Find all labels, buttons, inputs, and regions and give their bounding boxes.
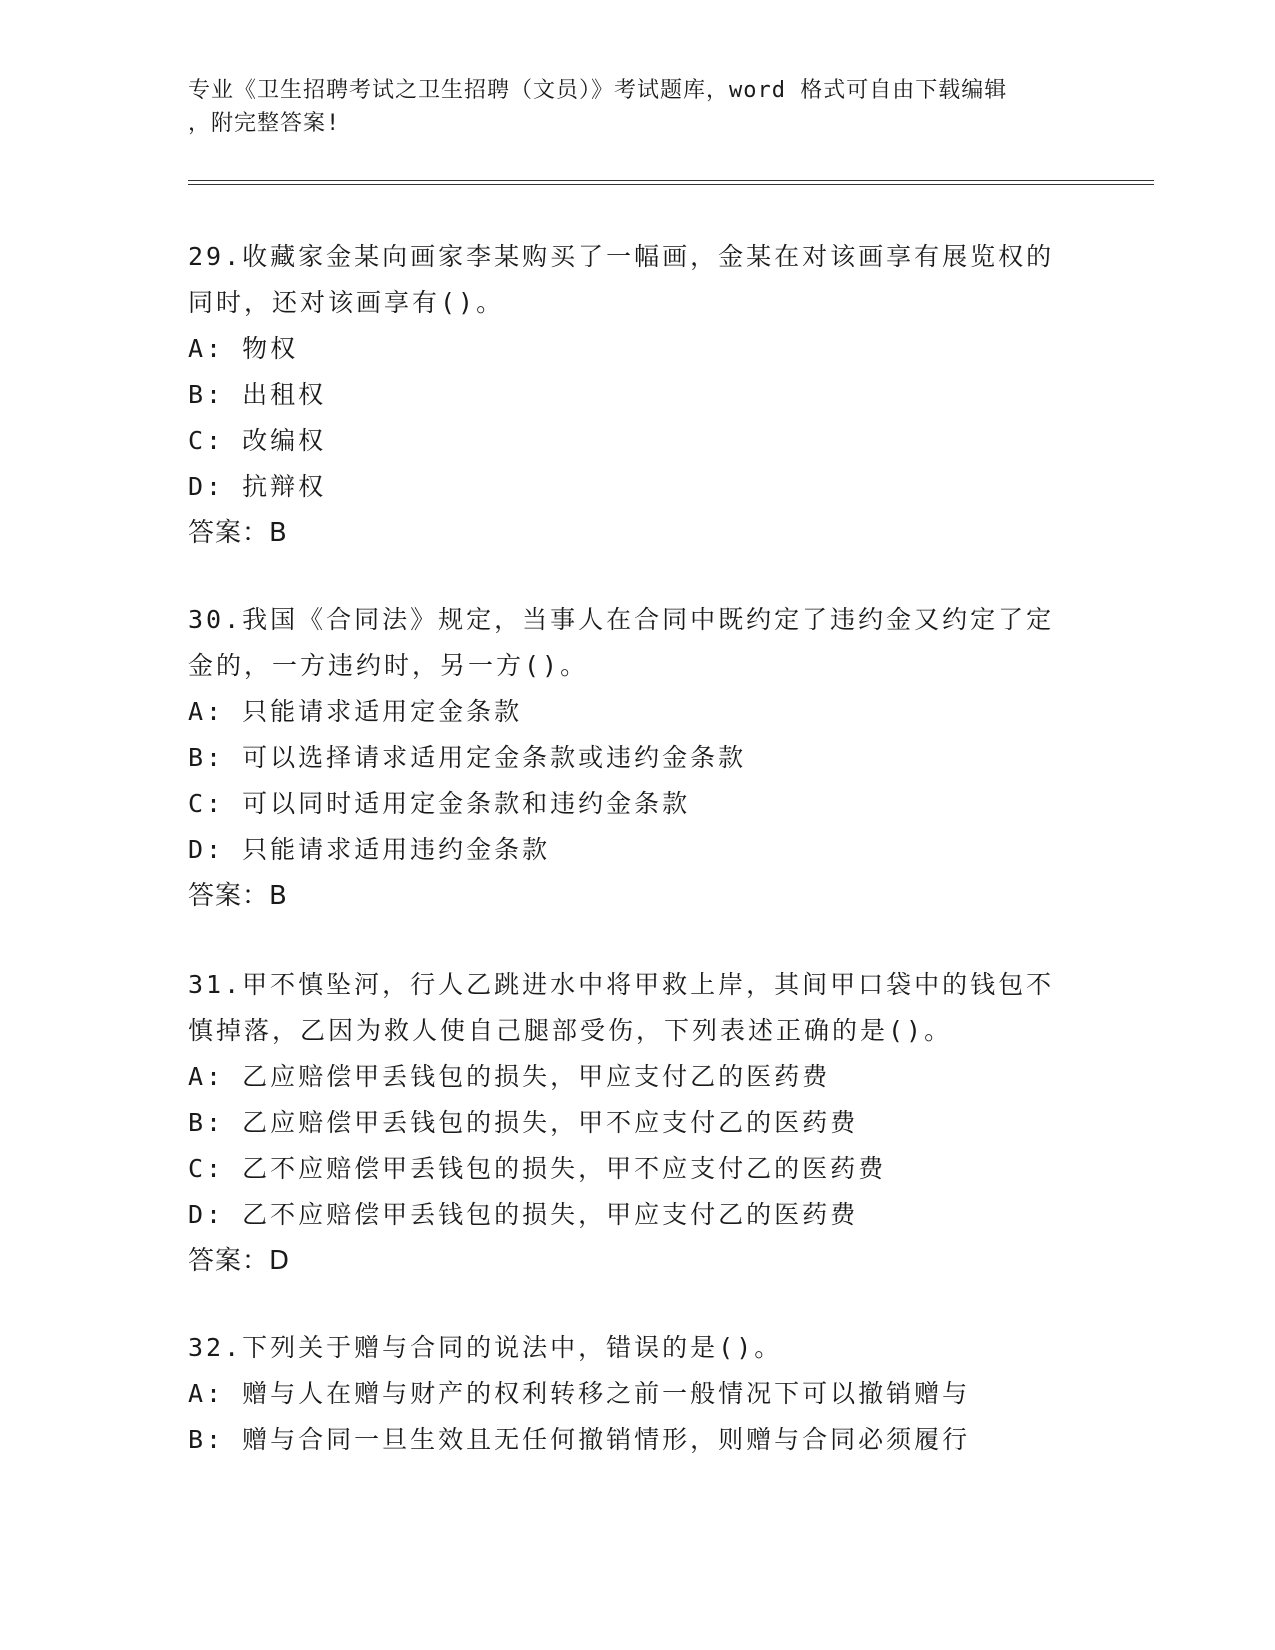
header-divider-top <box>188 180 1154 181</box>
option-d: D: 乙不应赔偿甲丢钱包的损失，甲应支付乙的医药费 <box>188 1200 859 1229</box>
question-stem <box>188 597 1088 689</box>
option-a: A: 乙应赔偿甲丢钱包的损失，甲应支付乙的医药费 <box>188 1062 831 1091</box>
header-line-1: 专业《卫生招聘考试之卫生招聘（文员）》考试题库，word 格式可自由下载编辑 <box>188 78 1008 103</box>
question-29 <box>188 234 1088 556</box>
option-a: A: 赠与人在赠与财产的权利转移之前一般情况下可以撤销赠与 <box>188 1379 971 1408</box>
option-d: D: 只能请求适用违约金条款 <box>188 835 551 864</box>
option-c: C: 乙不应赔偿甲丢钱包的损失，甲不应支付乙的医药费 <box>188 1154 887 1183</box>
option-c: C: 改编权 <box>188 426 327 455</box>
stem-line: 金的，一方违约时，另一方()。 <box>188 651 589 680</box>
header-divider-bottom <box>188 184 1154 185</box>
question-30 <box>188 597 1088 919</box>
stem-line: 30.我国《合同法》规定，当事人在合同中既约定了违约金又约定了定 <box>188 605 1055 634</box>
option-c: C: 可以同时适用定金条款和违约金条款 <box>188 789 691 818</box>
document-header <box>188 74 1068 140</box>
stem-line: 31.甲不慎坠河，行人乙跳进水中将甲救上岸，其间甲口袋中的钱包不 <box>188 970 1055 999</box>
stem-line: 29.收藏家金某向画家李某购买了一幅画，金某在对该画享有展览权的 <box>188 242 1055 271</box>
question-stem <box>188 234 1088 326</box>
option-b: B: 出租权 <box>188 380 327 409</box>
option-a: A: 只能请求适用定金条款 <box>188 697 523 726</box>
stem-line: 32.下列关于赠与合同的说法中，错误的是()。 <box>188 1333 783 1362</box>
option-b: B: 可以选择请求适用定金条款或违约金条款 <box>188 743 747 772</box>
answer: 答案：B <box>188 881 288 911</box>
stem-line: 慎掉落，乙因为救人使自己腿部受伤，下列表述正确的是()。 <box>188 1016 953 1045</box>
answer: 答案：D <box>188 1246 291 1276</box>
question-32 <box>188 1325 1088 1463</box>
option-b: B: 赠与合同一旦生效且无任何撤销情形，则赠与合同必须履行 <box>188 1425 971 1454</box>
question-stem <box>188 1325 1088 1371</box>
option-a: A: 物权 <box>188 334 299 363</box>
option-b: B: 乙应赔偿甲丢钱包的损失，甲不应支付乙的医药费 <box>188 1108 859 1137</box>
stem-line: 同时，还对该画享有()。 <box>188 288 505 317</box>
option-d: D: 抗辩权 <box>188 472 327 501</box>
header-line-2: ，附完整答案! <box>188 111 341 136</box>
answer: 答案：B <box>188 518 288 548</box>
question-31 <box>188 962 1088 1284</box>
question-stem <box>188 962 1088 1054</box>
